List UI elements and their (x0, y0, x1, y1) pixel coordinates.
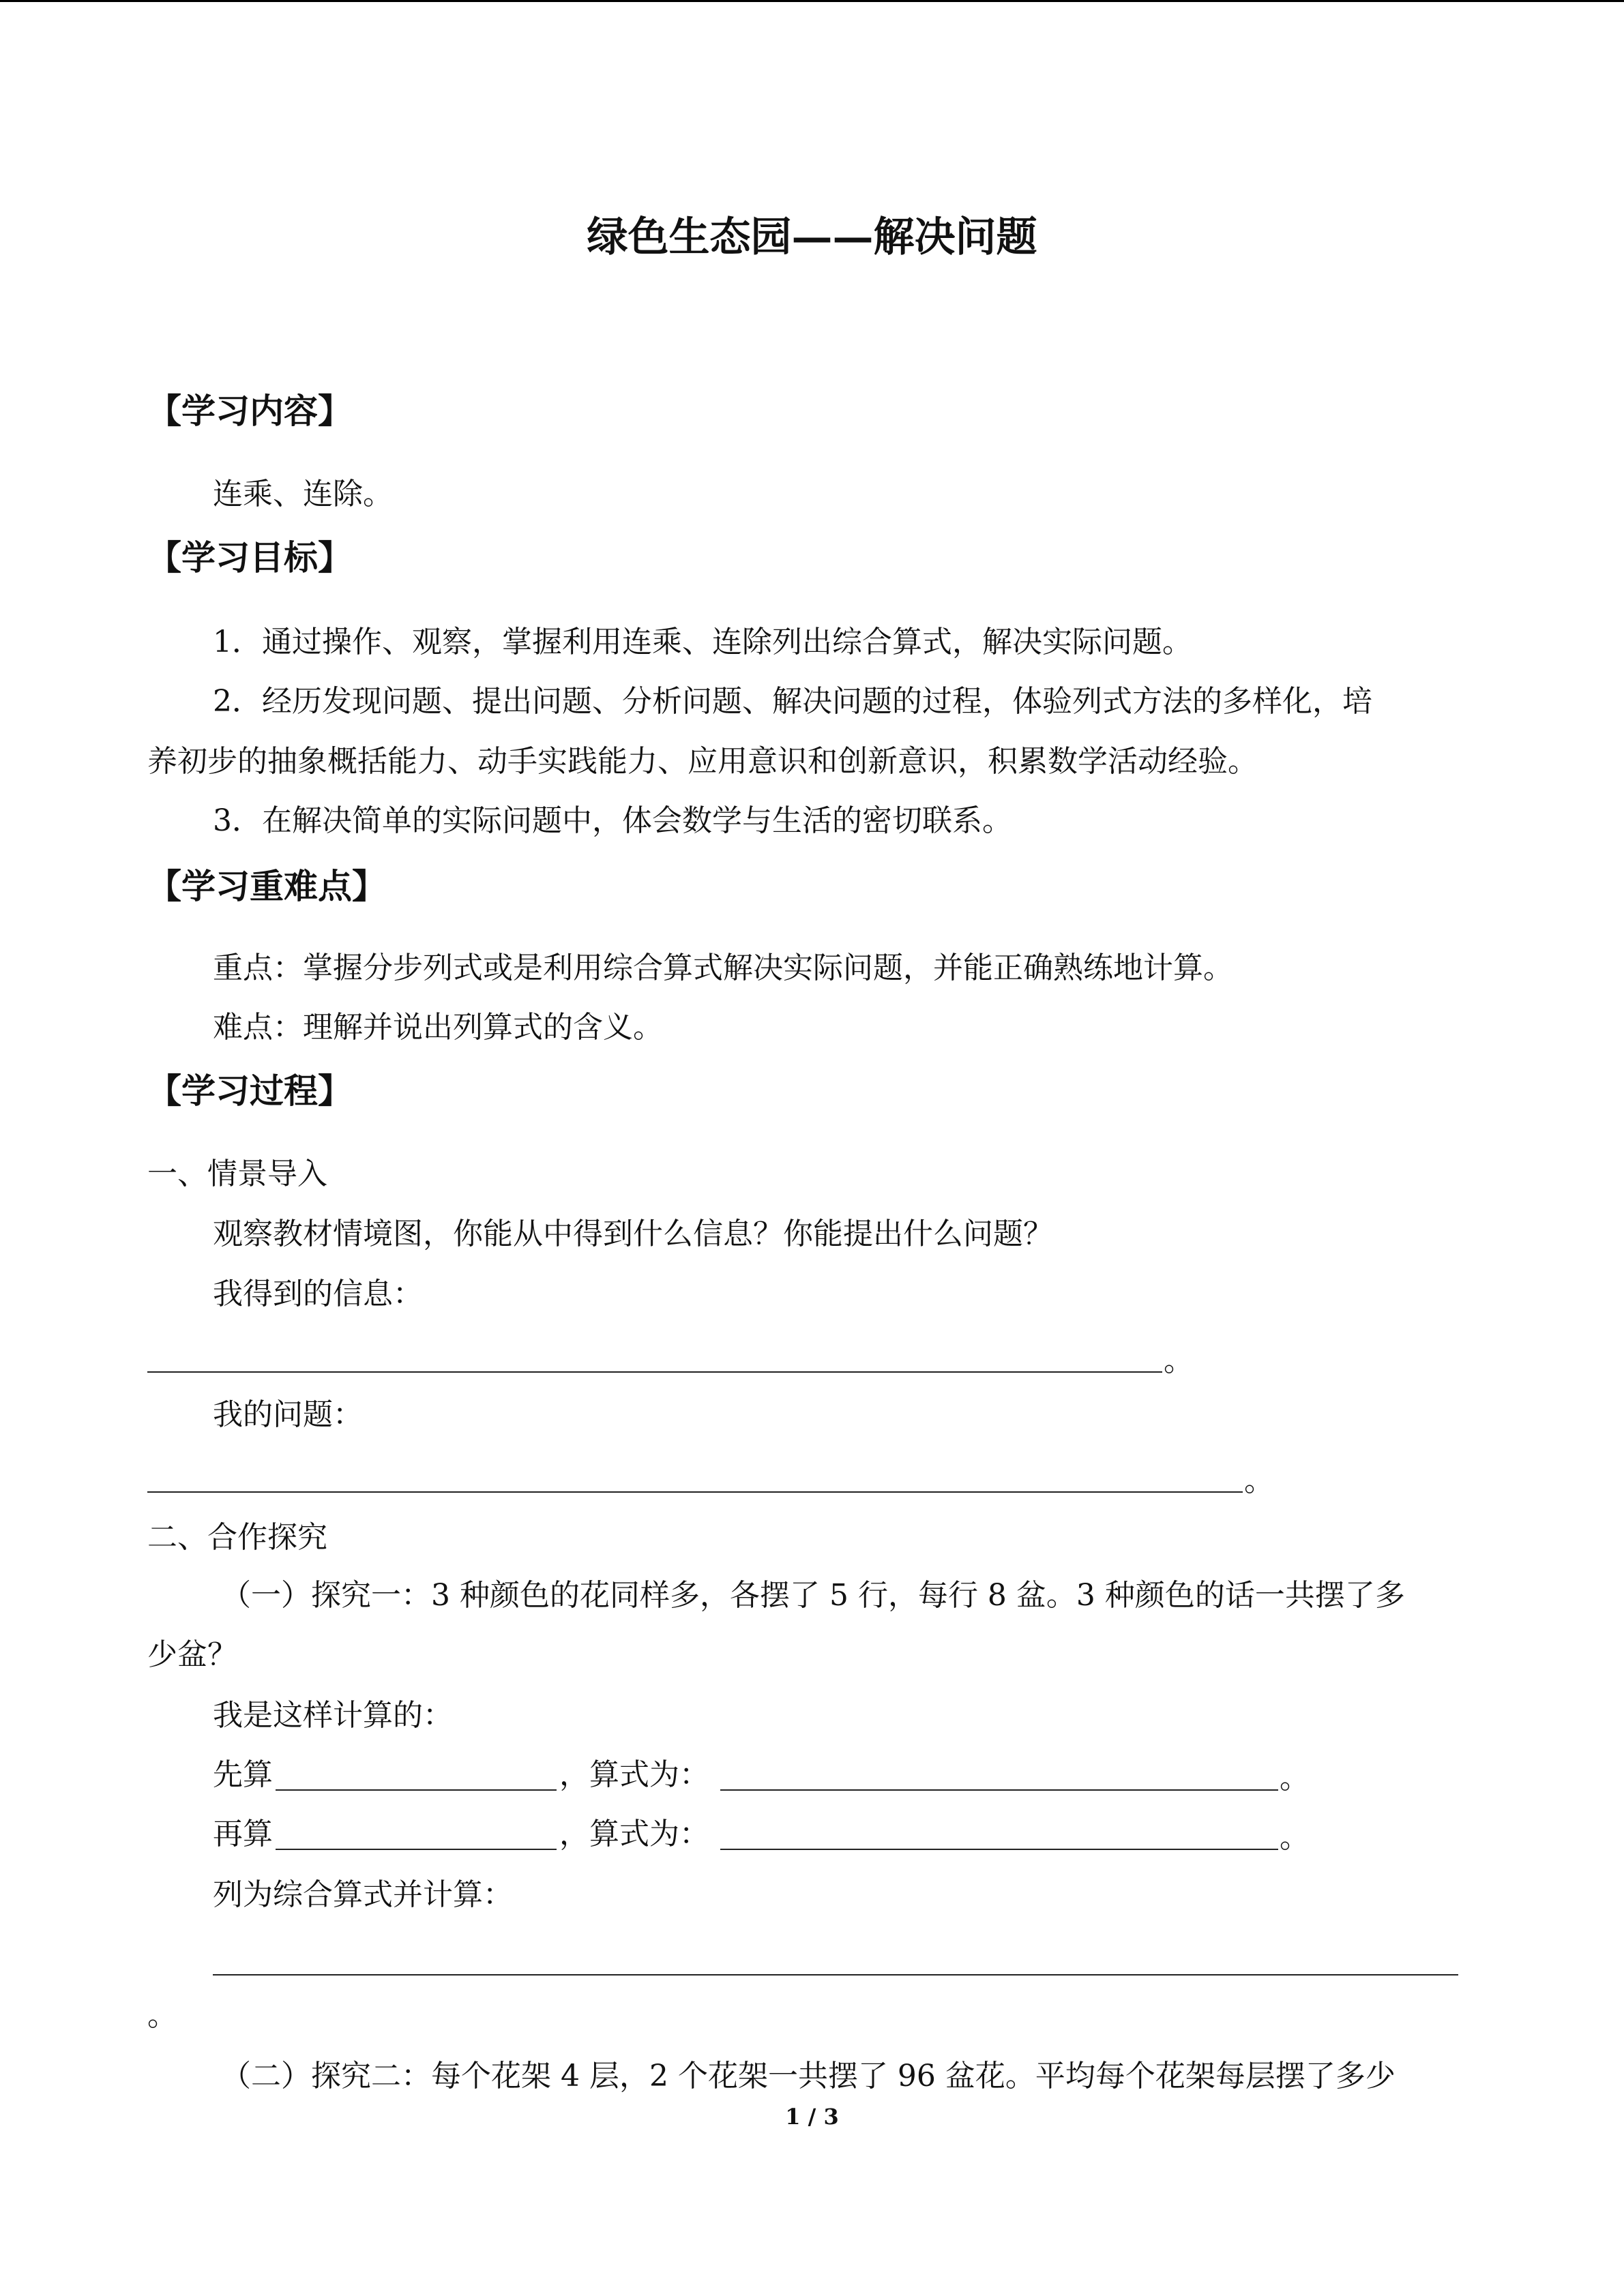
heading-learning-goals: 【学习目标】 (147, 537, 352, 578)
first-calc-blank[interactable] (276, 1789, 557, 1791)
question-end-mark: 。 (1244, 1463, 1274, 1498)
heading-key-points: 【学习重难点】 (147, 866, 386, 906)
document-title: 绿色生态园——解决问题 (587, 213, 1037, 261)
part1-prompt: 观察教材情境图，你能从中得到什么信息？你能提出什么问题？ (213, 1217, 1053, 1251)
combined-formula-label: 列为综合算式并计算： (213, 1877, 513, 1912)
goal-item-2-line-1: 2．经历发现问题、提出问题、分析问题、解决问题的过程，体验列式方法的多样化，培 (213, 684, 1372, 719)
question-answer-line[interactable] (147, 1491, 1243, 1493)
goal-item-2-line-2: 养初步的抽象概括能力、动手实践能力、应用意识和创新意识，积累数学活动经验。 (147, 744, 1258, 779)
then-formula-label: ，算式为： (559, 1817, 709, 1851)
then-formula-blank[interactable] (720, 1849, 1278, 1850)
first-end-mark: 。 (1280, 1761, 1310, 1795)
explore2-line-1: （二）探究二：每个花架 4 层，2 个花架一共摆了 96 盆花。平均每个花架每层摆了多少 (221, 2059, 1396, 2093)
first-calc-label: 先算 (213, 1757, 273, 1792)
first-formula-blank[interactable] (720, 1789, 1278, 1791)
goal-item-3: 3．在解决简单的实际问题中，体会数学与生活的密切联系。 (213, 803, 1012, 838)
heading-learning-content: 【学习内容】 (147, 391, 352, 431)
explore1-line-2: 少盆？ (147, 1637, 237, 1672)
combined-formula-blank[interactable] (213, 1974, 1458, 1976)
page-number: 1 / 3 (785, 2104, 839, 2130)
key-point-text: 重点：掌握分步列式或是利用综合算式解决实际问题，并能正确熟练地计算。 (213, 951, 1233, 985)
part1-title: 一、情景导入 (147, 1157, 327, 1191)
top-border-line (0, 0, 1624, 2)
first-formula-label: ，算式为： (559, 1757, 709, 1792)
info-label: 我得到的信息： (213, 1277, 423, 1311)
goal-item-1: 1．通过操作、观察，掌握利用连乘、连除列出综合算式，解决实际问题。 (213, 625, 1192, 659)
learning-content-text: 连乘、连除。 (213, 477, 393, 511)
calc-label: 我是这样计算的： (213, 1698, 453, 1733)
then-calc-blank[interactable] (276, 1849, 557, 1850)
heading-learning-process: 【学习过程】 (147, 1071, 352, 1111)
then-end-mark: 。 (1280, 1820, 1310, 1855)
part2-title: 二、合作探究 (147, 1520, 327, 1555)
info-answer-line[interactable] (147, 1371, 1162, 1373)
explore1-line-1: （一）探究一：3 种颜色的花同样多，各摆了 5 行，每行 8 盆。3 种颜色的话一共摆了多 (221, 1578, 1405, 1613)
question-label: 我的问题： (213, 1397, 363, 1432)
info-end-mark: 。 (1164, 1343, 1194, 1378)
combined-end-mark: 。 (147, 1998, 177, 2033)
difficult-point-text: 难点：理解并说出列算式的含义。 (213, 1010, 663, 1045)
then-calc-label: 再算 (213, 1817, 273, 1851)
